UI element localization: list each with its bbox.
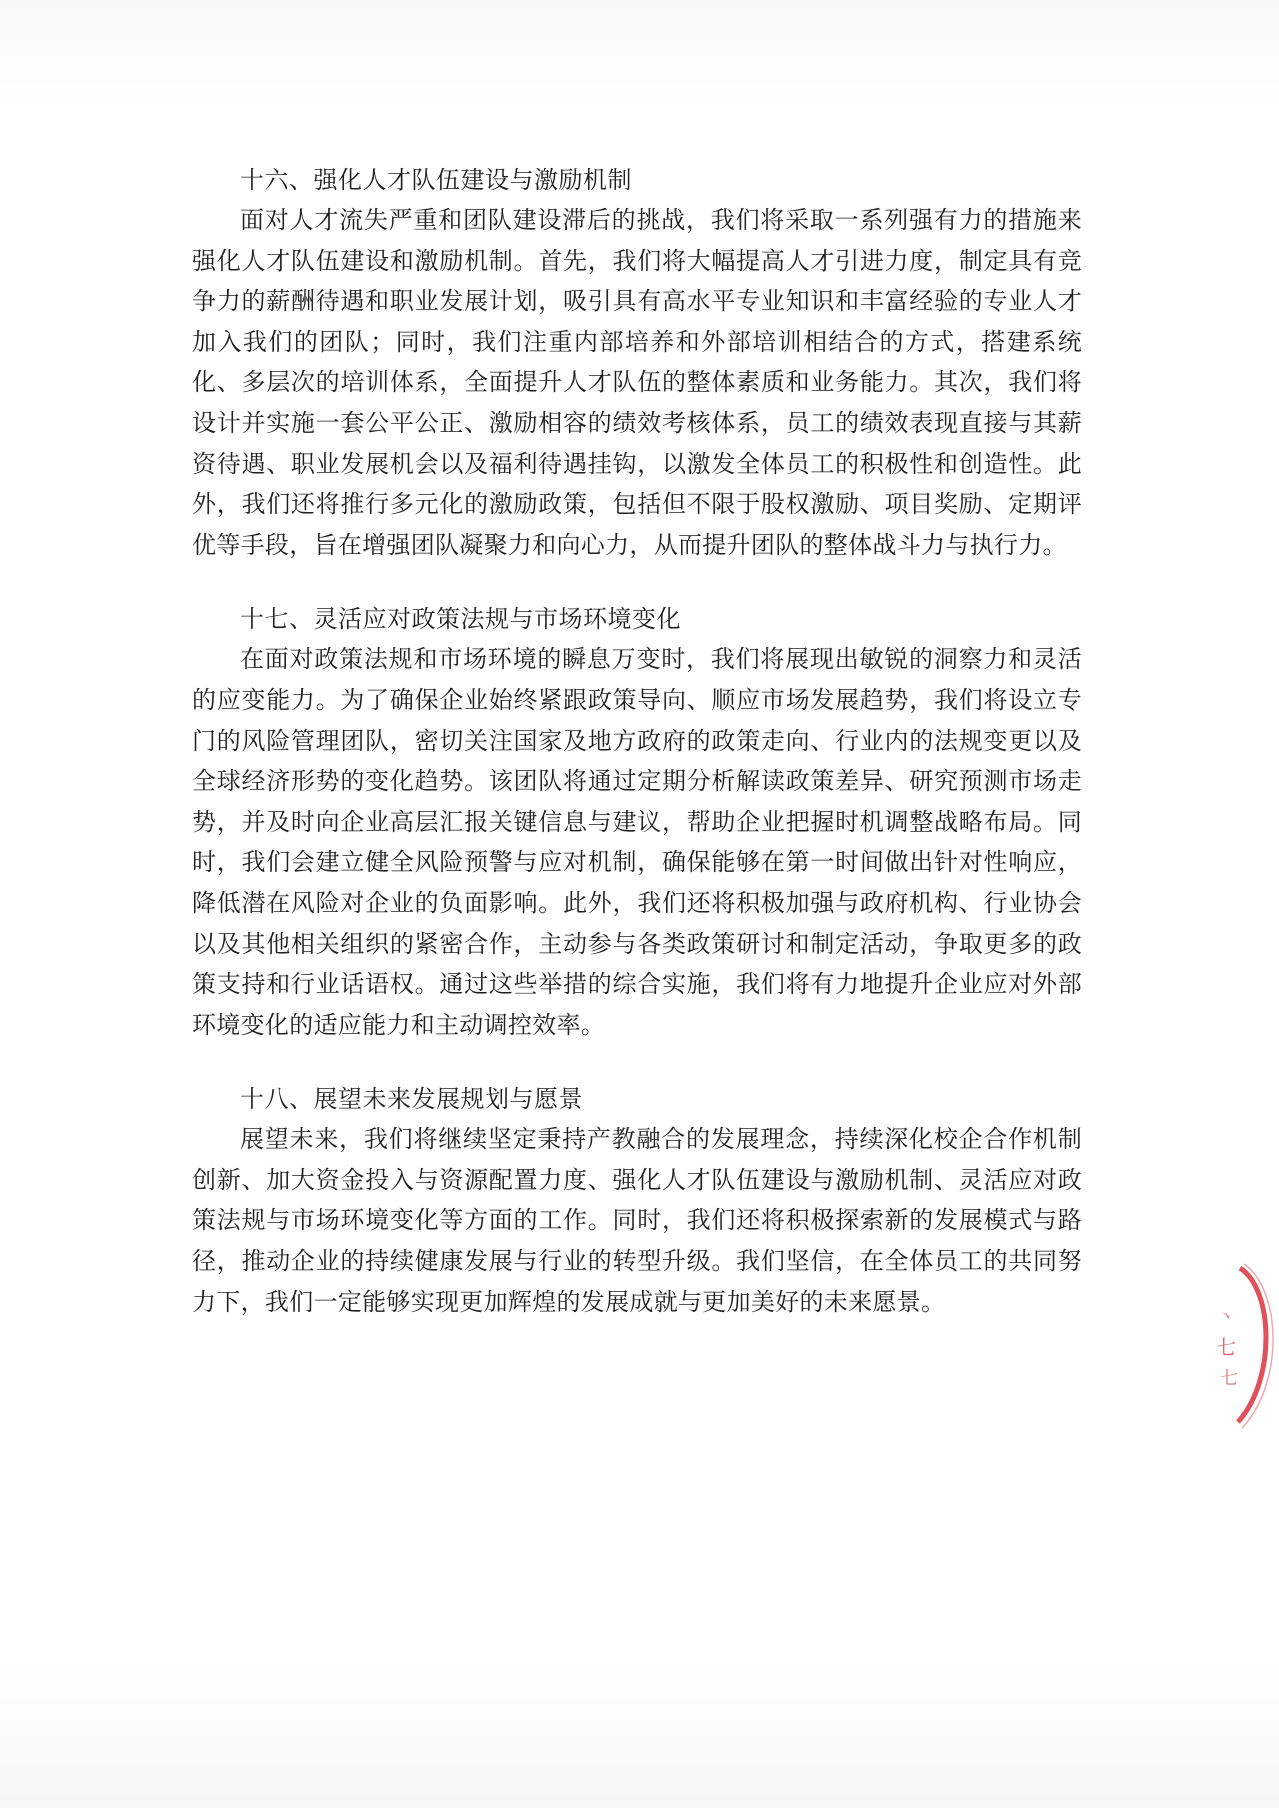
svg-text:七: 七 [1216,1335,1236,1359]
seal-icon [1210,1260,1279,1430]
svg-text:丶: 丶 [1218,1307,1235,1326]
red-seal-stamp-partial [1210,1260,1279,1430]
section-16 [192,160,1082,565]
section-18 [192,1079,1082,1322]
section-paragraph: 面对人才流失严重和团队建设滞后的挑战，我们将采取一系列强有力的措施来强化人才队伍建设和激励机制。首先，我们将大幅提高人才引进力度，制定具有竞争力的薪酬待遇和职业发展计划，吸引具有高水平专业知识和丰富经验的专业人才加入我们的团队；同时，我们注重内部培养和外部培训相结合的方式，搭建系统化、多层次的培训体系，全面提升人才队伍的整体素质和业务能力。其次，我们将设计并实施一套公平公正、激励相容的绩效考核体系，员工的绩效表现直接与其薪资待遇、职业发展机会以及福利待遇挂钩，以激发全体员工的积极性和创造性。此外，我们还将推行多元化的激励政策，包括但不限于股权激励、项目奖励、定期评优等手段，旨在增强团队凝聚力和向心力，从而提升团队的整体战斗力与执行力。 [192,206,1082,559]
section-heading: 十八、展望未来发展规划与愿景 [240,1085,583,1114]
section-paragraph: 展望未来，我们将继续坚定秉持产教融合的发展理念，持续深化校企合作机制创新、加大资金投入与资源配置力度、强化人才队伍建设与激励机制、灵活应对政策法规与市场环境变化等方面的工作。同时，我们还将积极探索新的发展模式与路径，推动企业的持续健康发展与行业的转型升级。我们坚信，在全体员工的共同努力下，我们一定能够实现更加辉煌的发展成就与更加美好的未来愿景。 [192,1125,1082,1316]
document-body [192,160,1082,1322]
section-heading: 十七、灵活应对政策法规与市场环境变化 [240,605,681,634]
svg-text:七: 七 [1220,1368,1238,1389]
section-paragraph: 在面对政策法规和市场环境的瞬息万变时，我们将展现出敏锐的洞察力和灵活的应变能力。为了确保企业始终紧跟政策导向、顺应市场发展趋势，我们将设立专门的风险管理团队，密切关注国家及地方政府的政策走向、行业内的法规变更以及全球经济形势的变化趋势。该团队将通过定期分析解读政策差异、研究预测市场走势，并及时向企业高层汇报关键信息与建议，帮助企业把握时机调整战略布局。同时，我们会建立健全风险预警与应对机制，确保能够在第一时间做出针对性响应，降低潜在风险对企业的负面影响。此外，我们还将积极加强与政府机构、行业协会以及其他相关组织的紧密合作，主动参与各类政策研讨和制定活动，争取更多的政策支持和行业话语权。通过这些举措的综合实施，我们将有力地提升企业应对外部环境变化的适应能力和主动调控效率。 [192,645,1082,1039]
section-17 [192,599,1082,1045]
section-heading: 十六、强化人才队伍建设与激励机制 [240,166,632,194]
